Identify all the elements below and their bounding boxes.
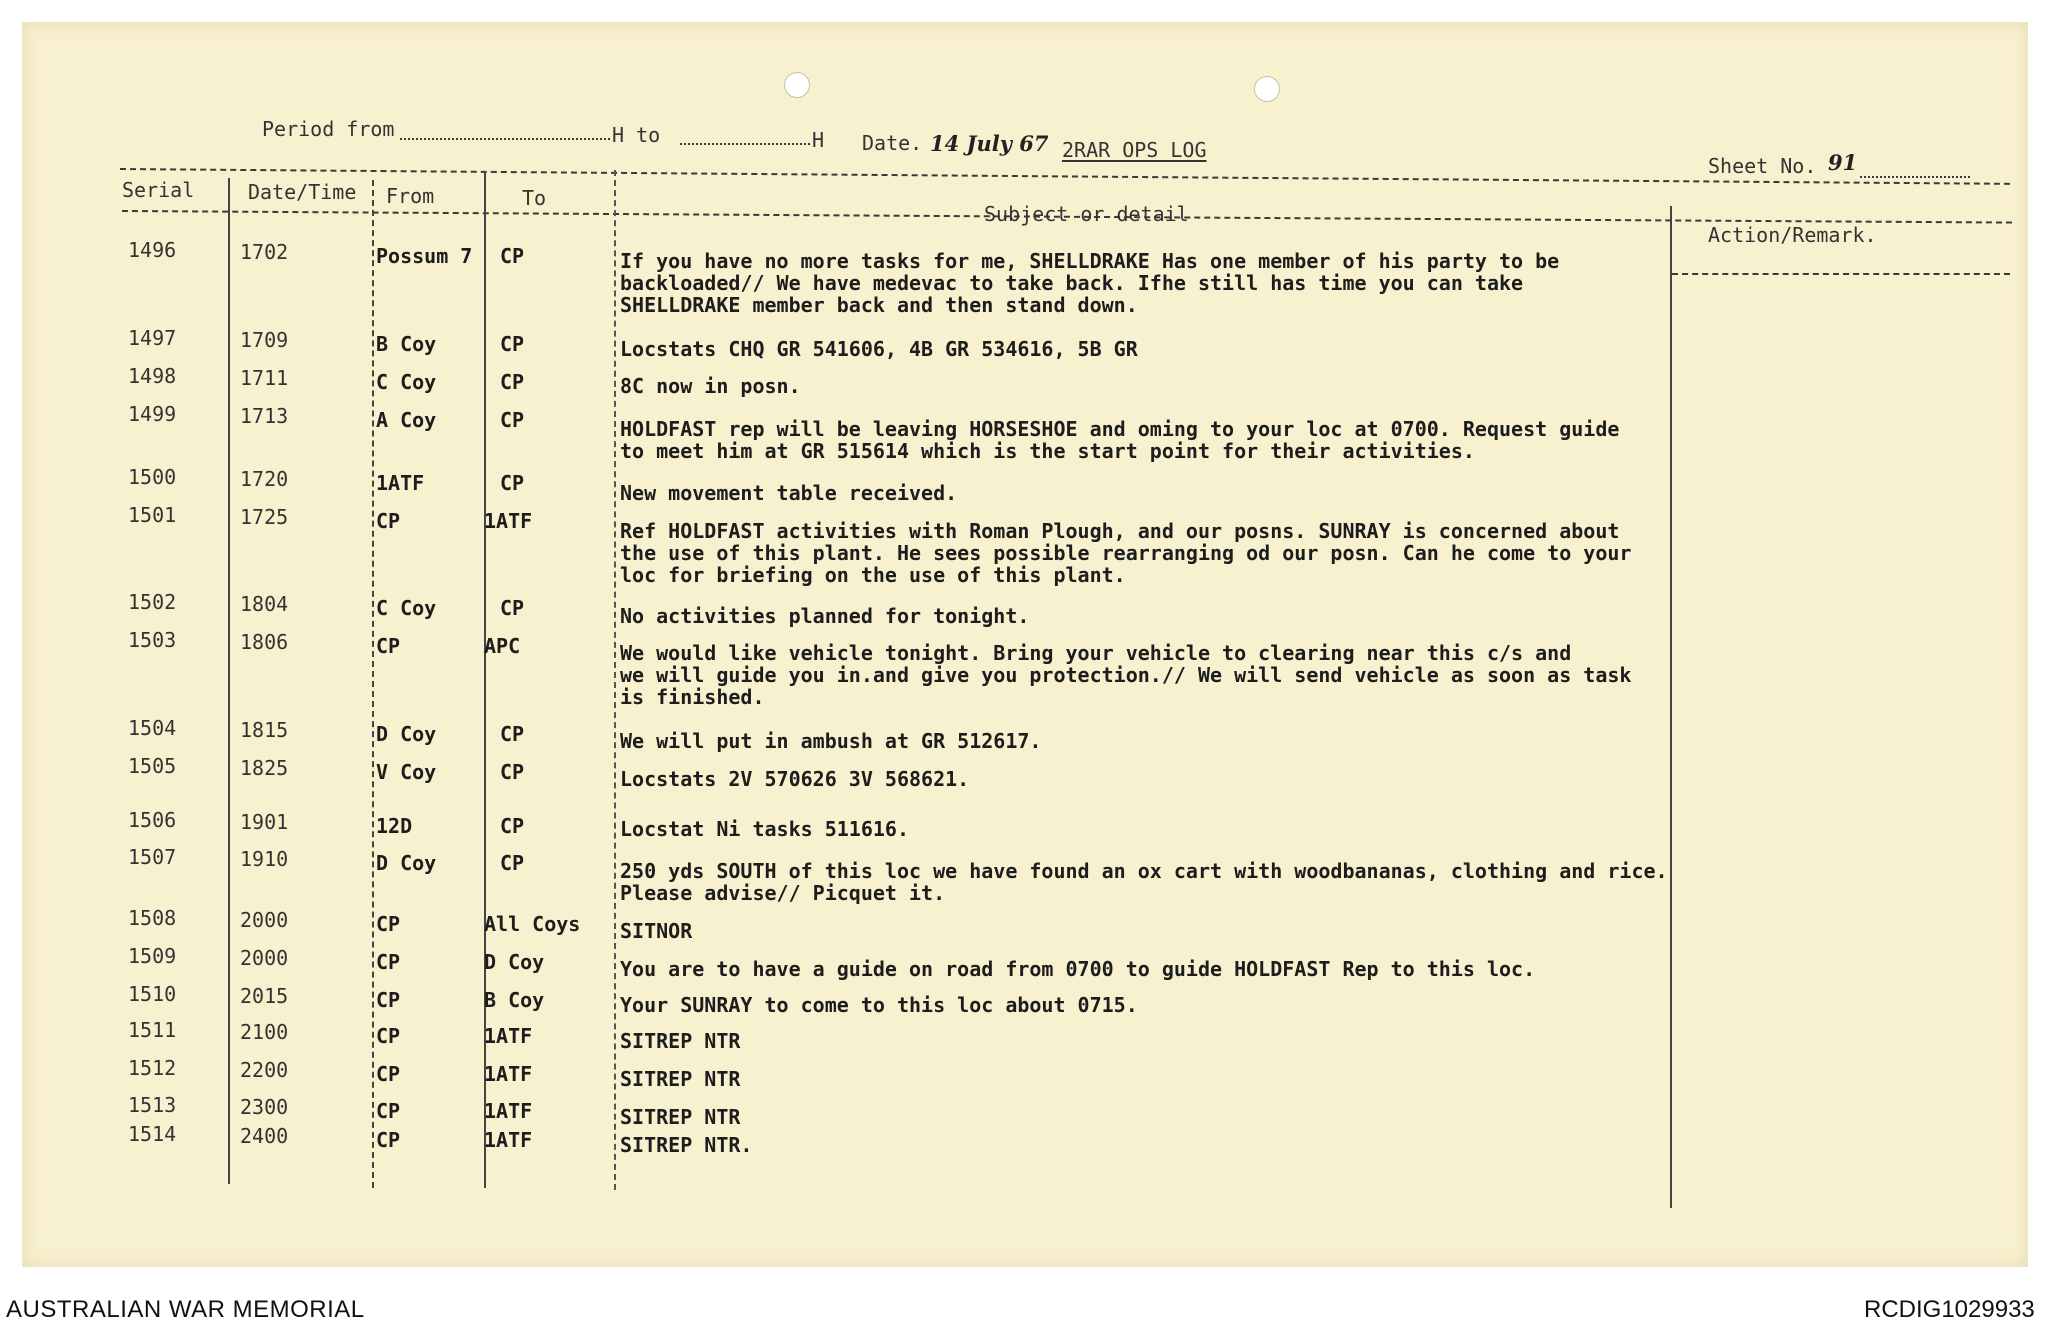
- entry-serial: 1507: [128, 845, 177, 869]
- entry-detail-line: Ref HOLDFAST activities with Roman Plough, and our posns. SUNRAY is concerned about: [620, 519, 1620, 543]
- column-header-subject: Subject or detail: [984, 202, 1189, 226]
- entry-time: 2000: [240, 908, 289, 932]
- entry-detail-line: You are to have a guide on road from 0700 to guide HOLDFAST Rep to this loc.: [620, 957, 1536, 981]
- entry-time: 1901: [240, 810, 289, 834]
- sheet-number-value: 91: [1828, 150, 1858, 175]
- entry-from: CP: [376, 1062, 401, 1086]
- entry-to: 1ATF: [484, 1099, 533, 1123]
- entry-serial: 1499: [128, 402, 177, 426]
- entry-time: 2300: [240, 1095, 289, 1119]
- entry-from: CP: [376, 634, 401, 658]
- entry-detail-line: 8C now in posn.: [620, 374, 801, 398]
- entry-detail-line: HOLDFAST rep will be leaving HORSESHOE and oming to your loc at 0700. Request guide: [620, 417, 1620, 441]
- date-value: 14 July 67: [930, 131, 1049, 156]
- entry-time: 1910: [240, 847, 289, 871]
- entry-detail-line: loc for briefing on the use of this plant.: [620, 563, 1126, 587]
- entry-detail-line: Locstats CHQ GR 541606, 4B GR 534616, 5B GR: [620, 337, 1138, 361]
- entry-detail-line: SITREP NTR.: [620, 1133, 753, 1157]
- sheet-number-dots: [1860, 176, 1970, 178]
- column-header-from: From: [386, 184, 435, 208]
- entry-detail-line: to meet him at GR 515614 which is the start point for their activities.: [620, 439, 1475, 463]
- sheet-number-label: Sheet No.: [1708, 154, 1817, 178]
- entry-detail-line: No activities planned for tonight.: [620, 604, 1030, 628]
- entry-from: Possum 7: [376, 244, 473, 268]
- entry-to: CP: [500, 408, 525, 432]
- entry-to: APC: [484, 634, 521, 658]
- entry-to: CP: [500, 370, 525, 394]
- entry-from: CP: [376, 1099, 401, 1123]
- entry-to: CP: [500, 596, 525, 620]
- entry-serial: 1505: [128, 754, 177, 778]
- entry-detail-line: New movement table received.: [620, 481, 958, 505]
- entry-to: CP: [500, 244, 525, 268]
- entry-detail-line: SHELLDRAKE member back and then stand down.: [620, 293, 1138, 317]
- entry-detail-line: SITREP NTR: [620, 1105, 741, 1129]
- entry-to: CP: [500, 760, 525, 784]
- entry-from: A Coy: [376, 408, 437, 432]
- entry-time: 1725: [240, 505, 289, 529]
- entry-to: CP: [500, 814, 525, 838]
- entry-to: All Coys: [484, 912, 581, 936]
- entry-detail-line: If you have no more tasks for me, SHELLDRAKE Has one member of his party to be: [620, 249, 1560, 273]
- entry-time: 1702: [240, 240, 289, 264]
- entry-time: 1709: [240, 328, 289, 352]
- punch-hole-right: [1254, 76, 1280, 102]
- entry-detail-line: We will put in ambush at GR 512617.: [620, 729, 1042, 753]
- entry-serial: 1513: [128, 1093, 177, 1117]
- entry-from: CP: [376, 988, 401, 1012]
- entry-serial: 1508: [128, 906, 177, 930]
- entry-from: C Coy: [376, 596, 437, 620]
- entry-detail-line: is finished.: [620, 685, 765, 709]
- entry-to: CP: [500, 722, 525, 746]
- entry-to: 1ATF: [484, 509, 533, 533]
- entry-detail-line: SITREP NTR: [620, 1067, 741, 1091]
- entry-serial: 1498: [128, 364, 177, 388]
- period-from-dots: [400, 138, 610, 140]
- entry-time: 1713: [240, 404, 289, 428]
- column-header-datetime: Date/Time: [248, 180, 357, 204]
- entry-detail-line: we will guide you in.and give you protection.// We will send vehicle as soon as task: [620, 663, 1632, 687]
- entry-to: CP: [500, 851, 525, 875]
- entry-time: 1815: [240, 718, 289, 742]
- entry-serial: 1500: [128, 465, 177, 489]
- entry-to: D Coy: [484, 950, 545, 974]
- action-header-rule: [1672, 273, 2010, 275]
- entry-serial: 1514: [128, 1122, 177, 1146]
- entry-time: 1806: [240, 630, 289, 654]
- entry-detail-line: SITNOR: [620, 919, 693, 943]
- entry-detail-line: Locstat Ni tasks 511616.: [620, 817, 909, 841]
- entry-from: CP: [376, 1128, 401, 1152]
- entry-from: V Coy: [376, 760, 437, 784]
- entry-serial: 1512: [128, 1056, 177, 1080]
- entry-time: 1825: [240, 756, 289, 780]
- entry-detail-line: Locstats 2V 570626 3V 568621.: [620, 767, 970, 791]
- column-header-serial: Serial: [122, 178, 195, 202]
- entry-to: 1ATF: [484, 1062, 533, 1086]
- entry-serial: 1503: [128, 628, 177, 652]
- entry-detail-line: Your SUNRAY to come to this loc about 0715.: [620, 993, 1138, 1017]
- log-title: 2RAR OPS LOG: [1062, 138, 1207, 162]
- entry-serial: 1511: [128, 1018, 177, 1042]
- entry-time: 1720: [240, 467, 289, 491]
- entry-detail-line: We would like vehicle tonight. Bring your vehicle to clearing near this c/s and: [620, 641, 1572, 665]
- entry-from: 1ATF: [376, 471, 425, 495]
- entry-from: D Coy: [376, 722, 437, 746]
- entry-to: CP: [500, 471, 525, 495]
- entry-detail-line: 250 yds SOUTH of this loc we have found an ox cart with woodbananas, clothing and rice.: [620, 859, 1668, 883]
- rule-to-subject: [614, 170, 616, 1190]
- entry-from: B Coy: [376, 332, 437, 356]
- entry-from: CP: [376, 509, 401, 533]
- entry-to: B Coy: [484, 988, 545, 1012]
- column-header-to: To: [522, 186, 547, 210]
- entry-detail-line: SITREP NTR: [620, 1029, 741, 1053]
- entry-serial: 1506: [128, 808, 177, 832]
- entry-from: CP: [376, 1024, 401, 1048]
- h-label: H: [812, 128, 825, 152]
- entry-serial: 1509: [128, 944, 177, 968]
- entry-serial: 1496: [128, 238, 177, 262]
- entry-from: D Coy: [376, 851, 437, 875]
- footer-archive-name: AUSTRALIAN WAR MEMORIAL: [6, 1296, 365, 1323]
- entry-from: CP: [376, 912, 401, 936]
- entry-time: 2200: [240, 1058, 289, 1082]
- entry-time: 2100: [240, 1020, 289, 1044]
- entry-to: CP: [500, 332, 525, 356]
- entry-time: 1711: [240, 366, 289, 390]
- entry-detail-line: Please advise// Picquet it.: [620, 881, 946, 905]
- footer-record-id: RCDIG1029933: [1864, 1296, 2035, 1323]
- entry-to: 1ATF: [484, 1128, 533, 1152]
- entry-time: 2400: [240, 1124, 289, 1148]
- entry-time: 1804: [240, 592, 289, 616]
- rule-serial-datetime: [228, 178, 230, 1184]
- entry-detail-line: the use of this plant. He sees possible rearranging od our posn. Can he come to your: [620, 541, 1632, 565]
- rule-subject-action: [1670, 206, 1672, 1208]
- entry-detail-line: backloaded// We have medevac to take back. Ifhe still has time you can take: [620, 271, 1524, 295]
- entry-serial: 1504: [128, 716, 177, 740]
- entry-to: 1ATF: [484, 1024, 533, 1048]
- entry-time: 2000: [240, 946, 289, 970]
- column-header-action: Action/Remark.: [1708, 223, 1877, 247]
- date-label: Date.: [862, 131, 923, 155]
- period-from-label: Period from: [262, 117, 395, 141]
- entry-time: 2015: [240, 984, 289, 1008]
- entry-serial: 1501: [128, 503, 177, 527]
- entry-serial: 1497: [128, 326, 177, 350]
- rule-datetime-from: [372, 180, 374, 1188]
- entry-serial: 1502: [128, 590, 177, 614]
- h-to-dots: [680, 143, 810, 145]
- h-to-label: H to: [612, 123, 661, 147]
- entry-serial: 1510: [128, 982, 177, 1006]
- entry-from: CP: [376, 950, 401, 974]
- entry-from: C Coy: [376, 370, 437, 394]
- punch-hole-left: [784, 72, 810, 98]
- entry-from: 12D: [376, 814, 413, 838]
